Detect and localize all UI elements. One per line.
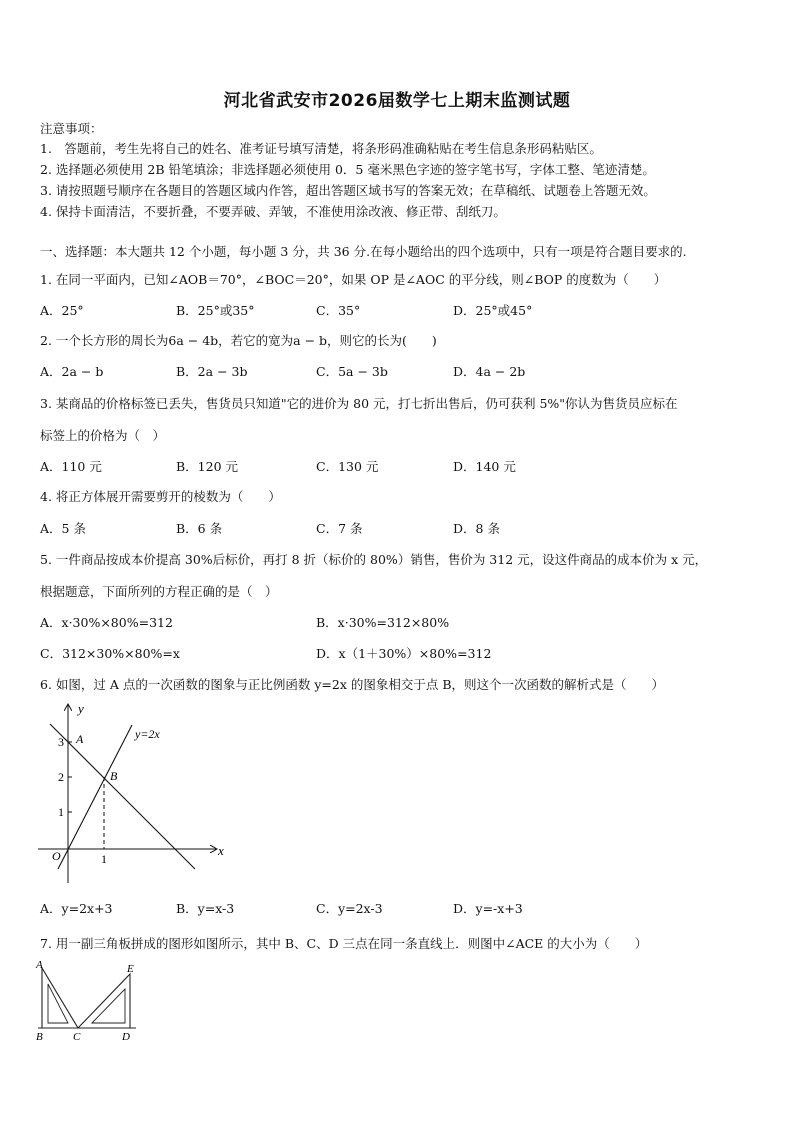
q6-function-graph [30, 695, 240, 885]
question-6-stem: 6. 如图，过 A 点的一次函数的图象与正比例函数 y=2x 的图象相交于点 B，则这个一次函数的解析式是（ ） [40, 677, 665, 692]
q6-option-a: A．y=2x+3 [40, 901, 113, 916]
y-tick-label-2: 2 [58, 770, 64, 784]
q2-option-a: A．2a − b [40, 364, 104, 379]
q3-option-a: A．110 元 [40, 459, 102, 474]
q1-option-d: D．25°或45° [453, 303, 533, 318]
section-heading: 一、选择题：本大题共 12 个小题，每小题 3 分，共 36 分.在每小题给出的四个选项中，只有一项是符合题目要求的. [40, 244, 687, 259]
q4-option-c: C．7 条 [316, 521, 363, 536]
q5-option-d: D．x（1＋30%）×80%=312 [316, 646, 492, 661]
question-2-stem: 2. 一个长方形的周长为6a − 4b，若它的宽为a − b，则它的长为( ) [40, 333, 437, 348]
right-triangle-inner [92, 989, 125, 1023]
page-title: 河北省武安市2026届数学七上期末监测试题 [223, 91, 571, 111]
label-c: C [73, 1031, 81, 1043]
label-a: A [36, 959, 43, 971]
q1-option-c: C．35° [316, 303, 361, 318]
origin-label: O [52, 849, 61, 863]
y-tick-label-1: 1 [58, 805, 64, 819]
y-tick-label-3: 3 [58, 735, 64, 749]
notice-heading: 注意事项： [40, 121, 103, 136]
q6-option-c: C．y=2x-3 [316, 901, 383, 916]
x-tick-label-1: 1 [101, 852, 107, 866]
q4-option-a: A．5 条 [40, 521, 86, 536]
q3-option-c: C．130 元 [316, 459, 379, 474]
q3-option-b: B．120 元 [176, 459, 239, 474]
q6-option-d: D．y=-x+3 [453, 901, 523, 916]
q1-option-b: B．25°或35° [176, 303, 255, 318]
question-5-stem: 5. 一件商品按成本价提高 30%后标价，再打 8 折（标价的 80%）销售，售价为 312 元，设这件商品的成本价为 x 元， [40, 552, 708, 567]
q5-option-b: B．x·30%=312×80% [316, 615, 450, 630]
q3-option-d: D．140 元 [453, 459, 516, 474]
right-triangle-outer [78, 974, 130, 1028]
q2-option-c: C．5a − 3b [316, 364, 388, 379]
q7-triangle-figure [32, 956, 144, 1046]
q1-option-a: A．25° [40, 303, 84, 318]
question-7-stem: 7. 用一副三角板拼成的图形如图所示，其中 B、C、D 三点在同一条直线上．则图中∠ACE 的大小为（ ） [40, 936, 648, 951]
q2-option-b: B．2a − 3b [176, 364, 248, 379]
line-ab [50, 724, 195, 869]
q5-option-c: C．312×30%×80%=x [40, 646, 180, 661]
label-b: B [36, 1031, 43, 1043]
point-b-label: B [110, 769, 118, 783]
notice-item-2: 2. 选择题必须使用 2B 铅笔填涂；非选择题必须使用 0．5 毫米黑色字迹的签字笔书写，字体工整、笔迹清楚。 [40, 162, 655, 177]
line-label-y-2x: y=2x [135, 727, 160, 741]
point-a-label: A [76, 732, 84, 746]
x-axis-label: x [218, 843, 224, 858]
notice-item-3: 3. 请按照题号顺序在各题目的答题区域内作答，超出答题区域书写的答案无效；在草稿纸、试题卷上答题无效。 [40, 183, 656, 198]
label-d: D [122, 1031, 130, 1043]
question-5-stem-cont: 根据题意，下面所列的方程正确的是（ ） [40, 584, 278, 599]
y-axis-label: y [78, 701, 84, 716]
label-e: E [127, 963, 134, 975]
question-4-stem: 4. 将正方体展开需要剪开的棱数为（ ） [40, 489, 281, 504]
q4-option-d: D．8 条 [453, 521, 500, 536]
q6-option-b: B．y=x-3 [176, 901, 235, 916]
q4-option-b: B．6 条 [176, 521, 223, 536]
notice-item-4: 4. 保持卡面清洁，不要折叠，不要弄破、弄皱，不准使用涂改液、修正带、刮纸刀。 [40, 204, 506, 219]
question-1-stem: 1. 在同一平面内，已知∠AOB＝70°，∠BOC＝20°，如果 OP 是∠AOC 的平分线，则∠BOP 的度数为（ ） [40, 272, 667, 287]
q5-option-a: A．x·30%×80%=312 [40, 615, 173, 630]
notice-item-1: 1. 答题前，考生先将自己的姓名、准考证号填写清楚，将条形码准确粘贴在考生信息条形码粘贴区。 [40, 141, 602, 156]
q2-option-d: D．4a − 2b [453, 364, 526, 379]
line-y-2x [58, 725, 132, 869]
left-triangle-outer [42, 968, 78, 1028]
question-3-stem-cont: 标签上的价格为（ ） [40, 428, 166, 443]
question-3-stem: 3. 某商品的价格标签已丢失，售货员只知道"它的进价为 80 元，打七折出售后，仍可获利 5%"你认为售货员应标在 [40, 396, 678, 411]
left-triangle-inner [48, 984, 68, 1023]
